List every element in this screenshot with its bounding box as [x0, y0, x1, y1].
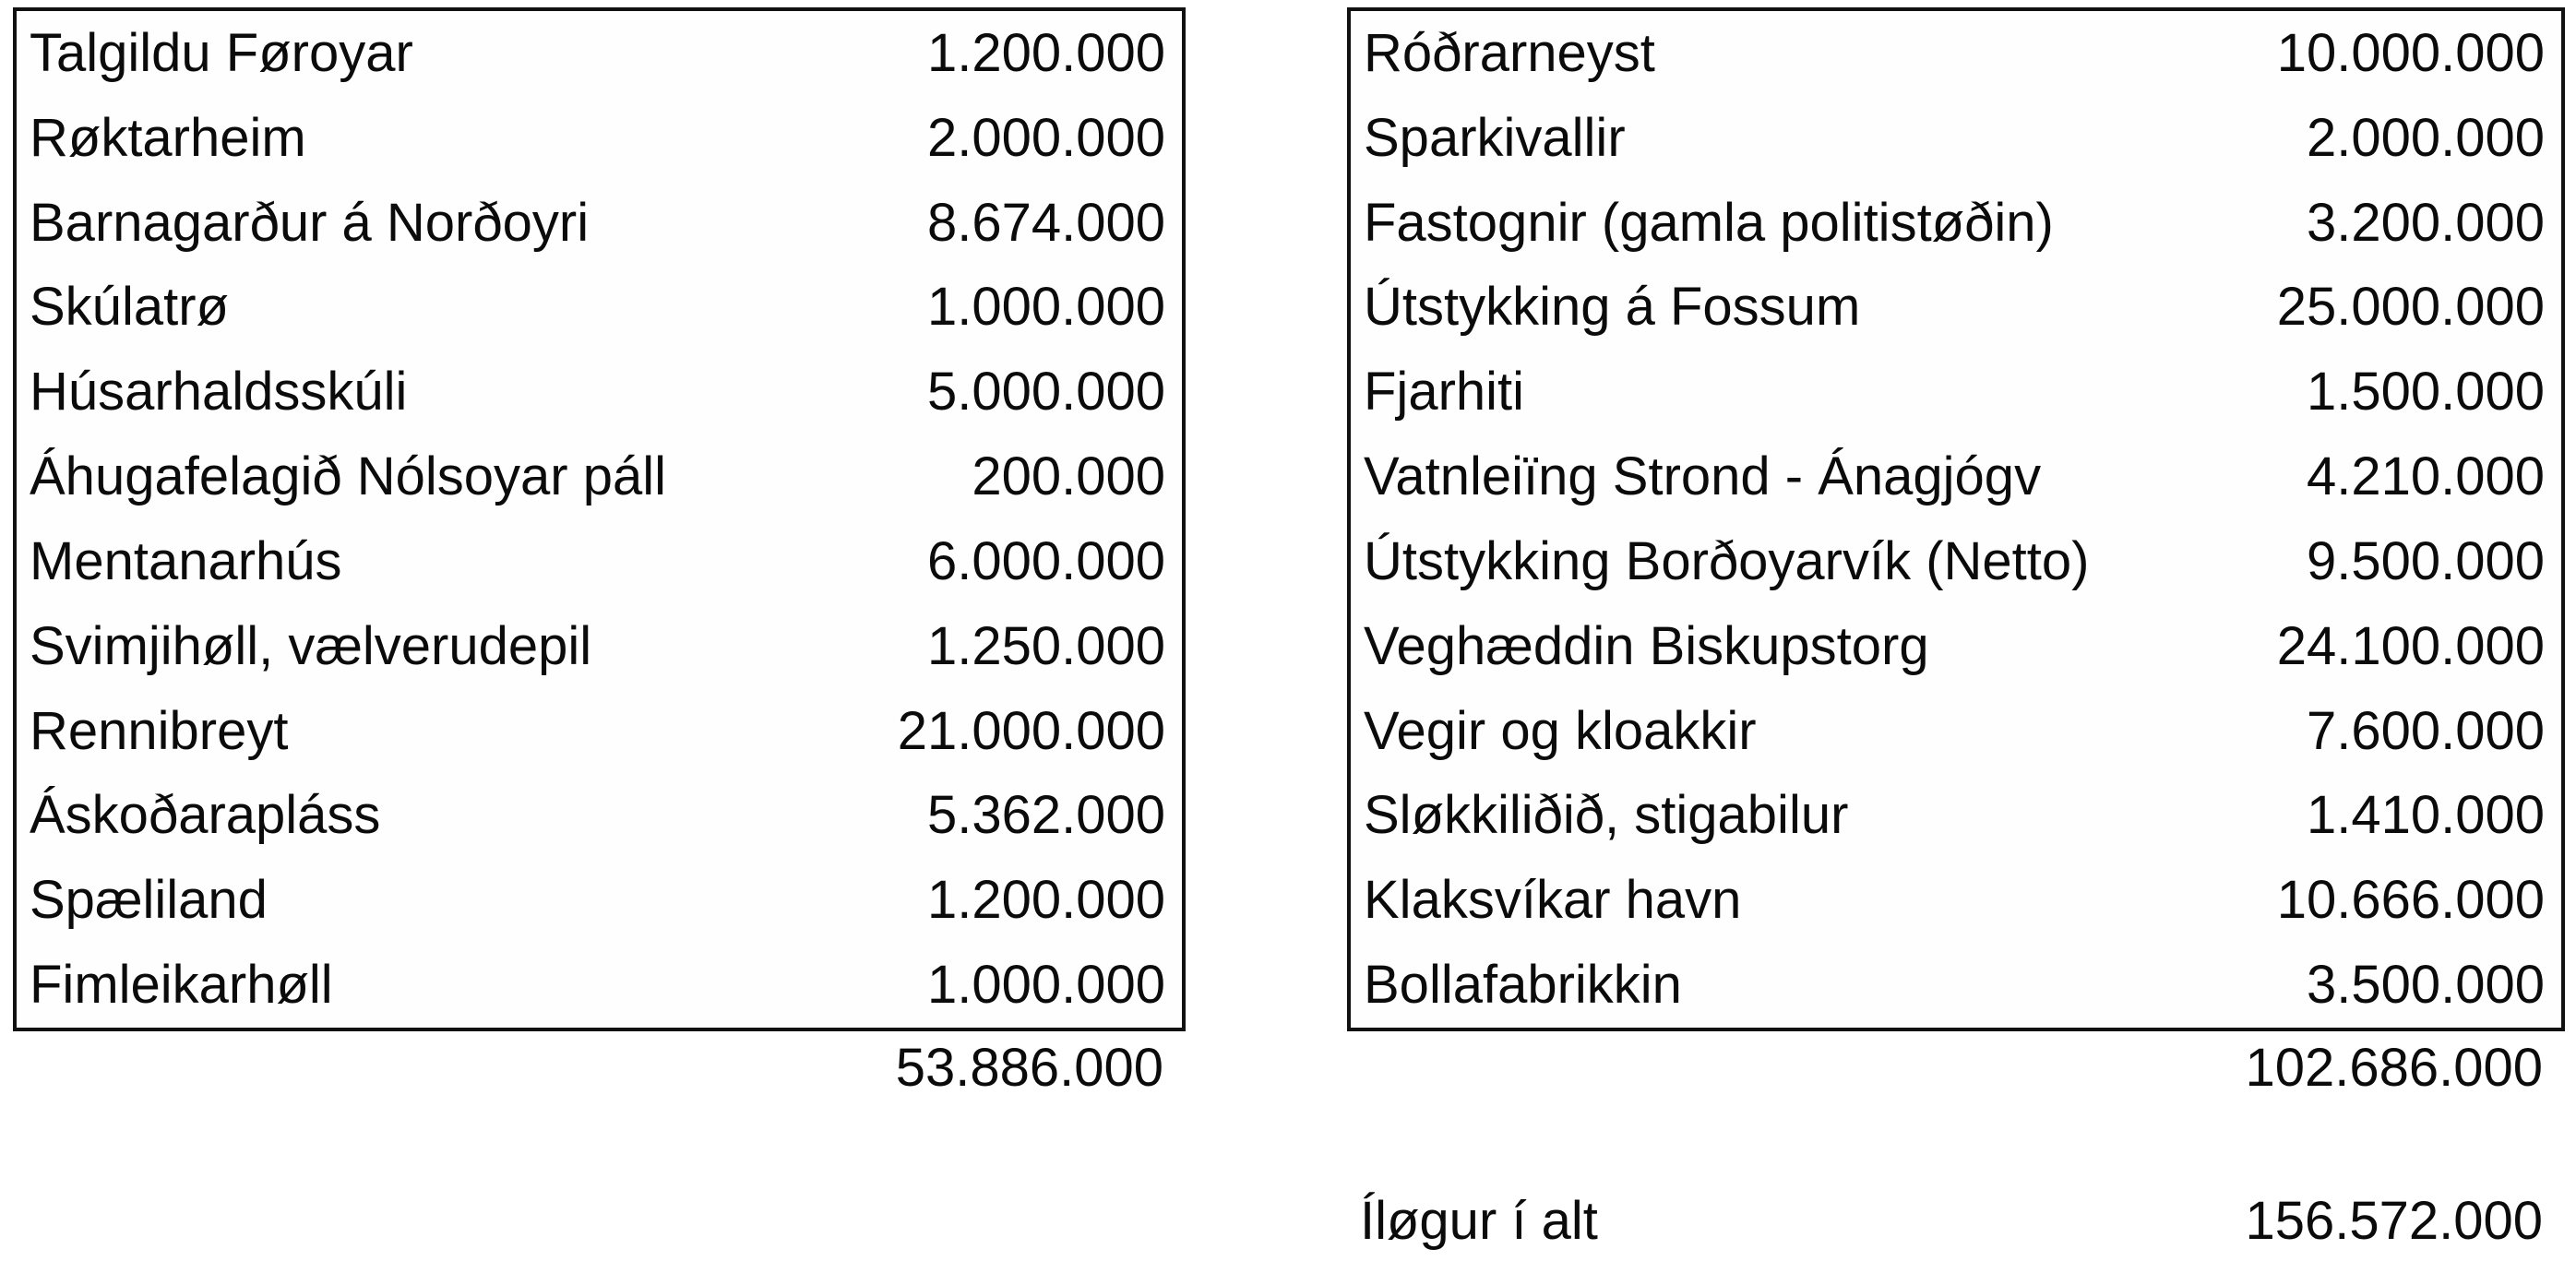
- project-name-cell: Svimjihøll, vælverudepil: [30, 615, 592, 676]
- project-name-cell: Røktarheim: [30, 107, 306, 168]
- amount-cell: 1.200.000: [926, 22, 1165, 83]
- project-name-cell: Mentanarhús: [30, 530, 342, 591]
- project-name-cell: Útstykking Borðoyarvík (Netto): [1364, 530, 2090, 591]
- amount-cell: 6.000.000: [926, 530, 1165, 591]
- grand-total-value: 156.572.000: [2245, 1191, 2543, 1251]
- amount-cell: 1.410.000: [2306, 785, 2545, 846]
- table-row: [17, 604, 1182, 689]
- table-row: [17, 689, 1182, 774]
- amount-cell: 24.100.000: [2276, 615, 2545, 676]
- project-name-cell: Áhugafelagið Nólsoyar páll: [30, 446, 666, 507]
- amount-cell: 5.362.000: [926, 785, 1165, 846]
- table-row: [17, 858, 1182, 943]
- left-investments-table: [13, 7, 1186, 1031]
- table-row: [17, 96, 1182, 181]
- table-row: [17, 265, 1182, 350]
- grand-total-label: Íløgur í alt: [1360, 1191, 1598, 1251]
- table-row: [1351, 604, 2561, 689]
- amount-cell: 1.000.000: [926, 955, 1165, 1016]
- project-name-cell: Skúlatrø: [30, 277, 229, 338]
- table-row: [1351, 434, 2561, 519]
- table-row: [1351, 181, 2561, 266]
- project-name-cell: Róðrarneyst: [1364, 22, 1655, 83]
- table-row: [17, 11, 1182, 96]
- project-name-cell: Áskoðarapláss: [30, 785, 381, 846]
- amount-cell: 1.250.000: [926, 615, 1165, 676]
- project-name-cell: Talgildu Føroyar: [30, 22, 413, 83]
- table-row: [1351, 350, 2561, 434]
- amount-cell: 1.500.000: [2306, 362, 2545, 422]
- amount-cell: 2.000.000: [926, 107, 1165, 168]
- amount-cell: 3.500.000: [2306, 955, 2545, 1016]
- project-name-cell: Veghæddin Biskupstorg: [1364, 615, 1929, 676]
- project-name-cell: Klaksvíkar havn: [1364, 870, 1742, 931]
- amount-cell: 10.666.000: [2276, 870, 2545, 931]
- table-row: [17, 181, 1182, 266]
- amount-cell: 25.000.000: [2276, 277, 2545, 338]
- project-name-cell: Vatnleiïng Strond - Ánagjógv: [1364, 446, 2042, 507]
- table-row: [1351, 11, 2561, 96]
- right-table-total: 102.686.000: [2245, 1038, 2543, 1098]
- amount-cell: 5.000.000: [926, 362, 1165, 422]
- project-name-cell: Útstykking á Fossum: [1364, 277, 1861, 338]
- table-row: [1351, 858, 2561, 943]
- right-investments-table: [1347, 7, 2565, 1031]
- left-table-total: 53.886.000: [895, 1038, 1163, 1098]
- table-row: [1351, 943, 2561, 1028]
- project-name-cell: Barnagarður á Norðoyri: [30, 192, 590, 253]
- amount-cell: 7.600.000: [2306, 700, 2545, 761]
- amount-cell: 1.000.000: [926, 277, 1165, 338]
- amount-cell: 4.210.000: [2306, 446, 2545, 507]
- table-row: [1351, 773, 2561, 858]
- project-name-cell: Bollafabrikkin: [1364, 955, 1682, 1016]
- table-row: [17, 350, 1182, 434]
- amount-cell: 3.200.000: [2306, 192, 2545, 253]
- project-name-cell: Spæliland: [30, 870, 268, 931]
- amount-cell: 9.500.000: [2306, 530, 2545, 591]
- table-row: [17, 519, 1182, 604]
- project-name-cell: Sparkivallir: [1364, 107, 1626, 168]
- amount-cell: 8.674.000: [926, 192, 1165, 253]
- table-row: [17, 434, 1182, 519]
- project-name-cell: Fjarhiti: [1364, 362, 1525, 422]
- table-row: [1351, 265, 2561, 350]
- table-row: [1351, 519, 2561, 604]
- amount-cell: 1.200.000: [926, 870, 1165, 931]
- table-row: [1351, 96, 2561, 181]
- project-name-cell: Húsarhaldsskúli: [30, 362, 408, 422]
- project-name-cell: Fastognir (gamla politistøðin): [1364, 192, 2054, 253]
- amount-cell: 21.000.000: [897, 700, 1165, 761]
- amount-cell: 200.000: [972, 446, 1165, 507]
- table-row: [17, 773, 1182, 858]
- project-name-cell: Fimleikarhøll: [30, 955, 333, 1016]
- project-name-cell: Sløkkiliðið, stigabilur: [1364, 785, 1849, 846]
- project-name-cell: Rennibreyt: [30, 700, 289, 761]
- table-row: [1351, 689, 2561, 774]
- project-name-cell: Vegir og kloakkir: [1364, 700, 1757, 761]
- grand-total-row: [1347, 1188, 2565, 1255]
- amount-cell: 10.000.000: [2276, 22, 2545, 83]
- table-row: [17, 943, 1182, 1028]
- amount-cell: 2.000.000: [2306, 107, 2545, 168]
